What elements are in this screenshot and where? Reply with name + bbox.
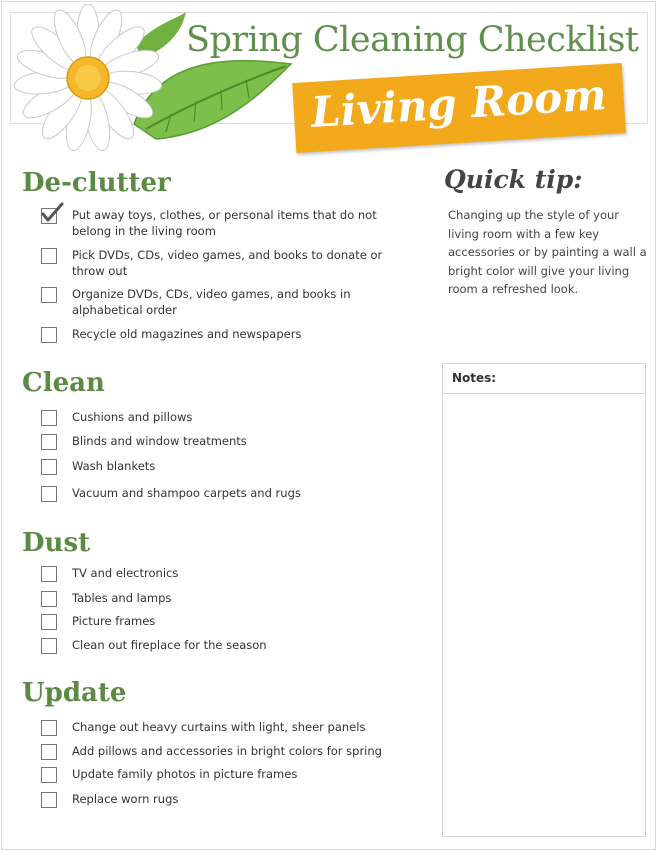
item-label: TV and electronics [72,566,179,580]
checkbox[interactable] [41,486,57,502]
item-label: Recycle old magazines and newspapers [72,327,302,341]
item-label: Tables and lamps [72,591,172,605]
checkmark-icon [40,202,64,224]
section-heading-clean: Clean [22,368,105,398]
item-label: Add pillows and accessories in bright colors for spring [72,744,382,758]
item-label: Wash blankets [72,459,156,473]
item-label: Pick DVDs, CDs, video games, and books to donate or throw out [72,248,383,278]
checkbox[interactable] [41,720,57,736]
room-banner-text: Living Room [309,70,608,137]
notes-label: Notes: [452,371,497,385]
checkbox[interactable] [41,287,57,303]
item-label: Vacuum and shampoo carpets and rugs [72,486,301,500]
section-heading-declutter: De-clutter [22,168,171,198]
item-label: Change out heavy curtains with light, sheer panels [72,720,366,734]
checkbox[interactable] [41,410,57,426]
section-heading-dust: Dust [22,528,91,558]
item-label: Cushions and pillows [72,410,193,424]
item-label: Update family photos in picture frames [72,767,298,781]
checkbox[interactable] [41,591,57,607]
item-label: Organize DVDs, CDs, video games, and books in alphabetical order [72,287,351,317]
notes-header [443,364,645,394]
quick-tip-text: Changing up the style of your living room with a few key accessories or by painting a wall a bright color will give your living room a refreshed look. [448,208,647,296]
item-label: Blinds and window treatments [72,434,247,448]
quick-tip-heading: Quick tip: [444,165,583,194]
checkbox[interactable] [41,744,57,760]
checkbox[interactable] [41,638,57,654]
item-label: Picture frames [72,614,156,628]
checkbox[interactable] [41,248,57,264]
page-title: Spring Cleaning Checklist [186,20,639,60]
item-label: Clean out fireplace for the season [72,638,267,652]
notes-box[interactable] [442,363,646,837]
section-heading-update: Update [22,678,127,708]
checkbox[interactable] [41,792,57,808]
checkbox[interactable] [41,566,57,582]
item-label: Put away toys, clothes, or personal items that do not belong in the living room [72,208,377,238]
checkbox[interactable] [41,459,57,475]
checkbox[interactable] [41,327,57,343]
checkbox[interactable] [41,614,57,630]
checkbox[interactable] [41,434,57,450]
checkbox[interactable] [41,767,57,783]
item-label: Replace worn rugs [72,792,179,806]
